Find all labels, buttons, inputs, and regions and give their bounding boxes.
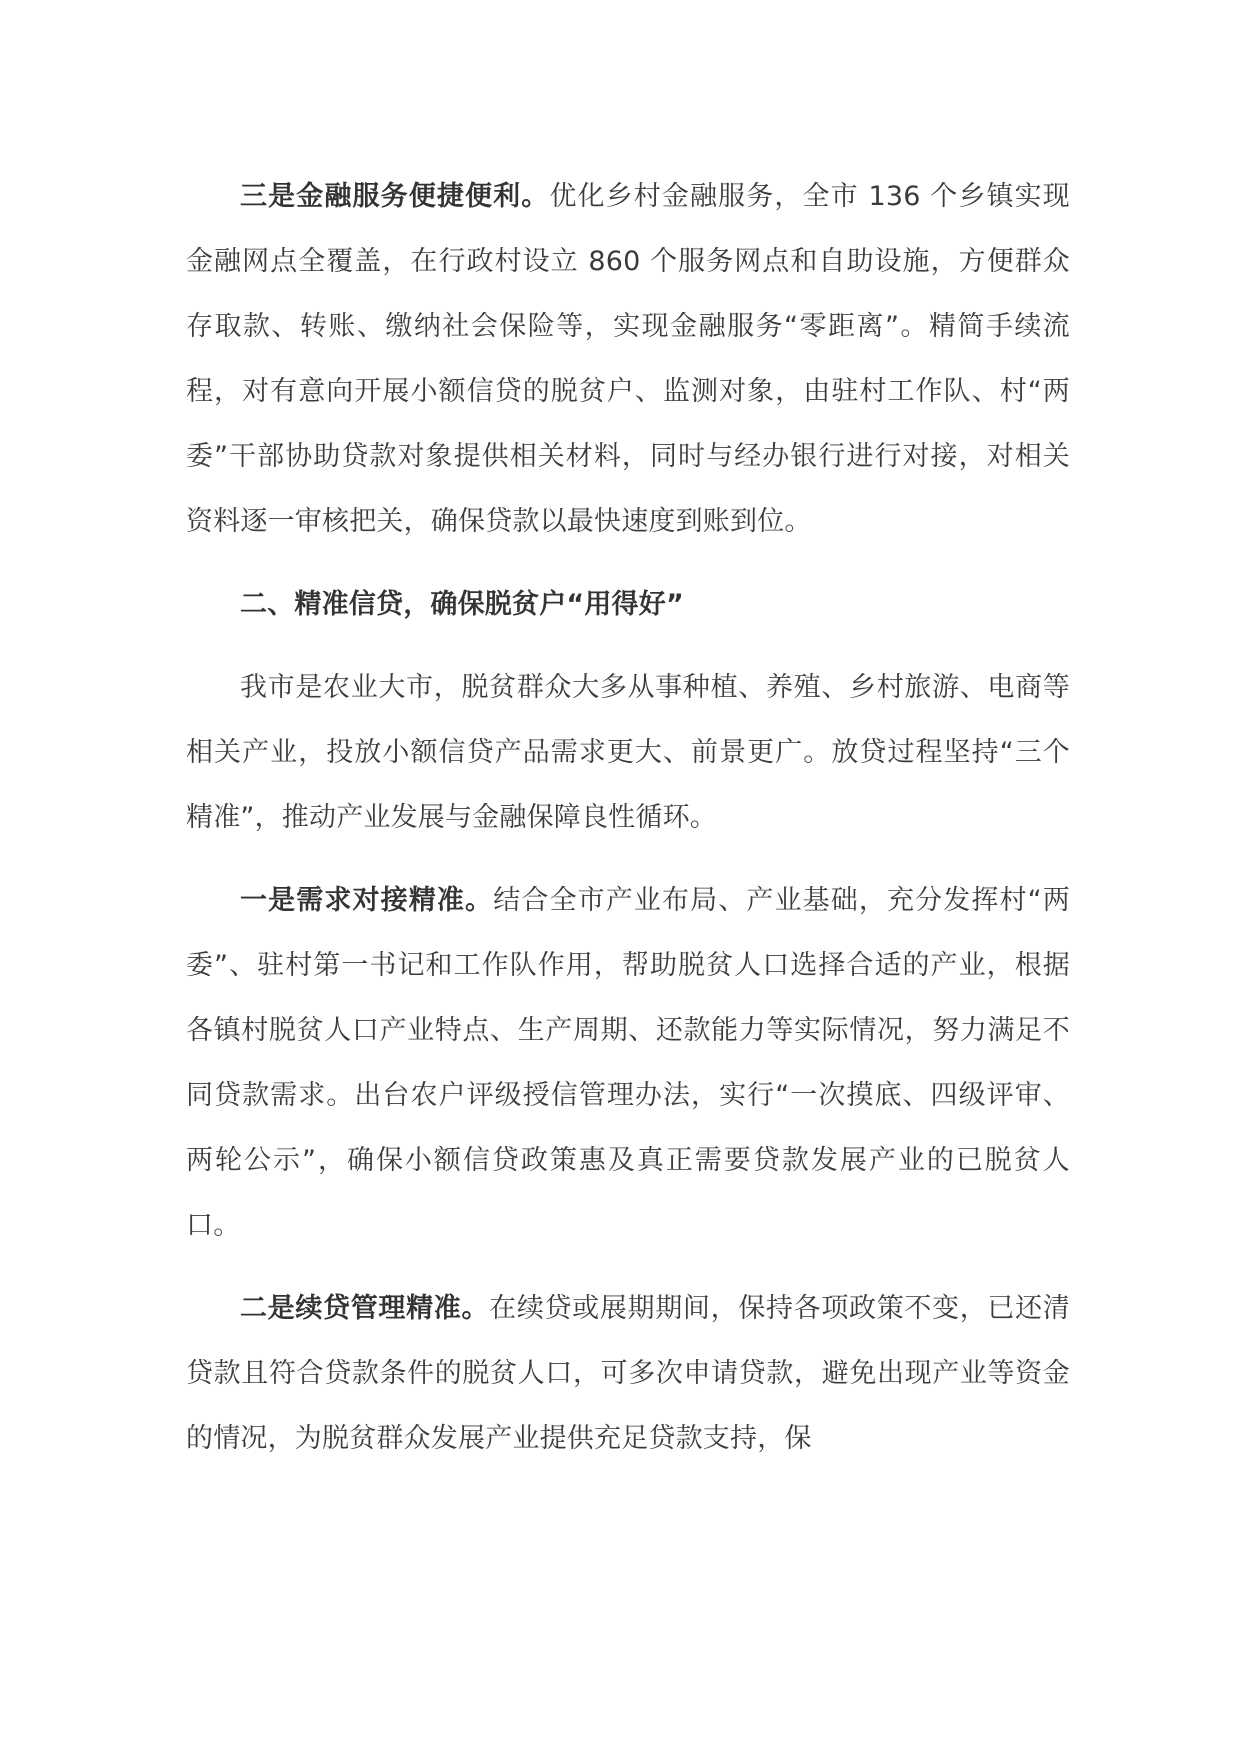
paragraph-lead: 三是金融服务便捷便利。: [240, 181, 550, 212]
paragraph-text: 优化乡村金融服务，全市 136 个乡镇实现金融网点全覆盖，在行政村设立 860 个服务网点和自助设施，方便群众存取款、转账、缴纳社会保险等，实现金融服务“零距离”。精简手续流程，对有意向开展小额信贷的脱贫户、监测对象，由驻村工作队、村“两委”干部协助贷款对象提供相关材料，同时与经办银行进行对接，对相关资料逐一审核把关，确保贷款以最快速度到账到位。: [186, 181, 1070, 537]
paragraph-intro: [186, 655, 1070, 850]
paragraph-lead: 二是续贷管理精准。: [240, 1293, 490, 1324]
paragraph-demand-matching: [186, 868, 1070, 1258]
section-heading: 二、精准信贷，确保脱贫户“用得好”: [240, 589, 684, 620]
document-page: [186, 164, 1070, 1471]
paragraph-financial-services: [186, 164, 1070, 554]
paragraph-text: 我市是农业大市，脱贫群众大多从事种植、养殖、乡村旅游、电商等相关产业，投放小额信贷产品需求更大、前景更广。放贷过程坚持“三个精准”，推动产业发展与金融保障良性循环。: [186, 672, 1070, 833]
paragraph-lead: 一是需求对接精准。: [240, 885, 494, 916]
paragraph-text: 结合全市产业布局、产业基础，充分发挥村“两委”、驻村第一书记和工作队作用，帮助脱贫人口选择合适的产业，根据各镇村脱贫人口产业特点、生产周期、还款能力等实际情况，努力满足不同贷款需求。出台农户评级授信管理办法，实行“一次摸底、四级评审、两轮公示”，确保小额信贷政策惠及真正需要贷款发展产业的已脱贫人口。: [186, 885, 1070, 1241]
paragraph-text: 在续贷或展期期间，保持各项政策不变，已还清贷款且符合贷款条件的脱贫人口，可多次申请贷款，避免出现产业等资金的情况，为脱贫群众发展产业提供充足贷款支持，保: [186, 1293, 1070, 1454]
paragraph-renewal-management: [186, 1276, 1070, 1471]
